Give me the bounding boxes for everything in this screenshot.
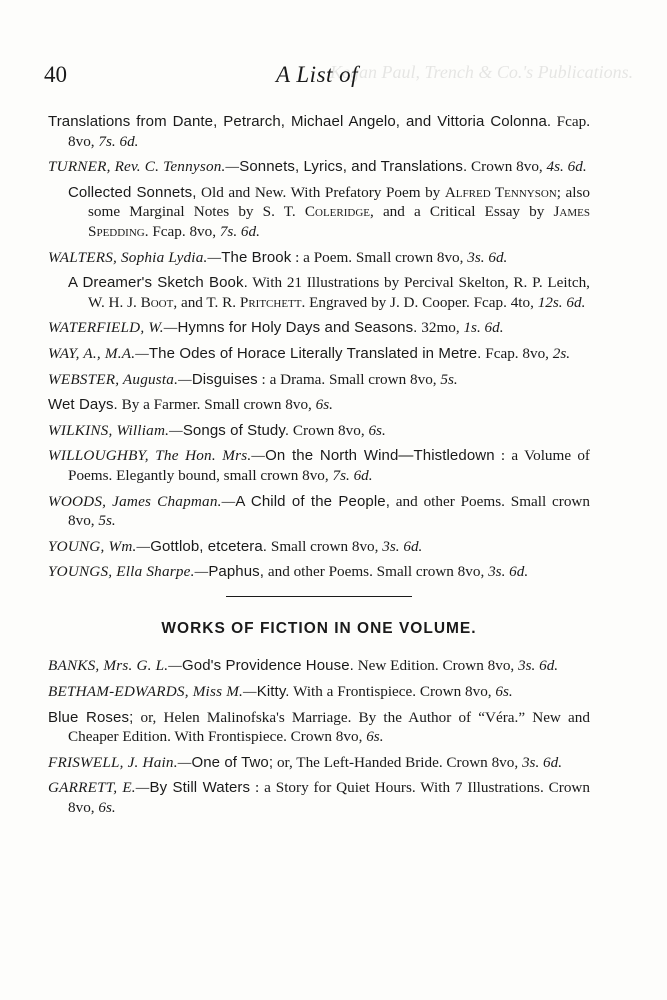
entry-author: YOUNG, Wm.— [48,537,151,555]
entry-details: New Edition. Crown 8vo, [353,657,519,675]
entry-price: 3s. 6d. [382,537,423,555]
entry-details: Crown 8vo, [467,158,547,176]
entry-price: 3s. 6d. [521,753,563,771]
catalogue-entry [48,248,590,268]
entry-details: By a Farmer. Small crown 8vo, [117,396,316,414]
entry-price: 6s. [315,396,333,414]
entry-author: BETHAM-EDWARDS, Miss M.— [48,683,257,701]
catalogue-entry [48,183,590,242]
entry-author: BANKS, Mrs. G. L.— [48,657,182,675]
entry-author: WEBSTER, Augusta.— [48,370,192,388]
entry-name: Coleridge [304,203,370,221]
entry-details: or, The Left-Handed Bride. Crown 8vo, [273,753,522,771]
entry-author: YOUNGS, Ella Sharpe.— [48,563,209,581]
page-header [44,62,592,92]
entry-details: and other Poems. Small crown 8vo, [68,492,590,530]
entry-price: 4s. 6d. [546,158,587,176]
catalogue-entry [48,318,590,338]
entry-title: A Dreamer's Sketch Book. [68,274,248,292]
entry-author: WOODS, James Chapman.— [48,492,236,510]
entry-author: WILKINS, William.— [48,421,183,439]
entry-title: The Brook [221,248,292,266]
catalogue-entry [48,112,590,151]
entry-author: WILLOUGHBY, The Hon. Mrs.— [48,447,266,465]
entry-author: FRISWELL, J. Hain.— [48,753,192,771]
entry-author: TURNER, Rev. C. Tennyson.— [48,158,240,176]
entry-title: By Still Waters [149,779,251,797]
catalogue-entry [48,537,590,557]
entry-name: Pritchett [239,293,302,311]
entry-details: , and a Critical Essay by [370,203,554,221]
entry-price: 6s. [98,799,116,817]
entry-details: Crown 8vo, [289,421,369,439]
catalogue-entry [48,344,590,364]
entry-price: 5s. [440,370,458,388]
entry-title: Wet Days. [48,396,118,414]
entry-details: Fcap. 8vo, [68,113,590,150]
entry-price: 2s. [552,344,571,362]
entry-author: WATERFIELD, W.— [48,319,178,337]
catalogue-entry [48,395,590,415]
entry-price: 7s. 6d. [219,222,260,240]
entry-details: ; also some Marginal Notes by S. T. [88,183,590,221]
entry-title: Blue Roses; [48,708,134,726]
catalogue-entry [48,370,590,390]
entry-details: and other Poems. Small crown 8vo, [264,563,489,581]
fiction-entry [48,753,590,773]
entry-title: One of Two; [191,753,274,771]
entry-price: 5s. [98,512,116,530]
entry-details: , and T. R. [173,293,240,311]
entry-price: 1s. 6d. [463,319,504,337]
entry-title: Kitty. [256,683,290,701]
entry-details: With a Frontispiece. Crown 8vo, [289,683,496,701]
entry-price: 3s. 6d. [467,248,508,266]
catalogue-entry [48,446,590,485]
catalogue-entry [48,421,590,441]
entry-author: GARRETT, E.— [48,779,150,797]
entry-title: Hymns for Holy Days and Seasons. [177,319,418,337]
entry-details: or, Helen Malinofska's Marriage. By the Author of “Véra.” New and Cheaper Edition. With Frontispiece. Crown 8vo, [68,708,590,746]
entry-price: 7s. 6d. [332,466,373,484]
entry-title: God's Providence House. [181,657,354,675]
entry-author: WAY, A., M.A.— [48,344,149,362]
fiction-entry [48,778,590,817]
entry-title: A Child of the People, [235,492,390,510]
entry-details: : a Volume of Poems. Elegantly bound, small crown 8vo, [68,447,590,484]
entry-title: Disguises [191,370,258,388]
entry-details: . Engraved by J. D. Cooper. Fcap. 4to, [301,293,538,311]
section-divider [226,596,412,597]
entry-details: : a Poem. Small crown 8vo, [291,248,468,266]
entry-details: Old and New. With Prefatory Poem by [196,183,445,201]
entry-price: 3s. 6d. [488,563,529,581]
catalogue-entry [48,157,590,177]
entry-name: Alfred Tennyson [444,183,557,201]
running-title: A List of [276,62,359,87]
entry-price: 3s. 6d. [518,657,559,675]
page-number: 40 [44,62,67,87]
entry-details: With 21 Illustrations by Percival Skelton, R. P. Leitch, W. H. J. [88,274,590,311]
entry-price: 6s. [368,421,386,439]
entry-title: Songs of Study. [182,421,290,439]
entry-title: Gottlob, etcetera. [150,537,268,555]
fiction-entry [48,682,590,702]
entry-details: Fcap. 8vo, [481,344,553,362]
fiction-entry [48,708,590,747]
catalogue-entry [48,492,590,531]
entry-price: 12s. 6d. [537,293,586,311]
entry-title: The Odes of Horace Literally Translated in Metre. [148,344,482,362]
entry-price: 6s. [366,728,384,746]
entry-title: Translations from Dante, Petrarch, Michael Angelo, and Vittoria Colonna. [48,113,552,130]
entry-title: Paphus, [208,563,265,581]
fiction-entry [48,656,590,676]
entry-title: On the North Wind—Thistledown [265,447,495,465]
entry-title: Sonnets, Lyrics, and Translations. [239,158,468,176]
entry-price: 7s. 6d. [98,132,139,150]
bleed-through-text: Kegan Paul, Trench & Co.'s Publications. [330,62,634,82]
entry-details: 32mo, [417,319,464,337]
catalogue-entry [48,562,590,582]
catalogue-list [48,112,590,824]
entry-title: Collected Sonnets, [68,183,197,201]
entry-details: . Fcap. 8vo, [144,222,220,240]
entry-details: Small crown 8vo, [267,537,383,555]
entry-price: 6s. [495,683,513,701]
entry-name: Boot [140,293,174,311]
entry-author: WALTERS, Sophia Lydia.— [48,248,222,266]
entry-details: : a Drama. Small crown 8vo, [257,370,441,388]
entry-name: James Spedding [88,203,590,240]
section-heading: WORKS OF FICTION IN ONE VOLUME. [161,619,477,637]
catalogue-entry [48,273,590,312]
entry-details: : a Story for Quiet Hours. With 7 Illustrations. Crown 8vo, [68,779,590,817]
